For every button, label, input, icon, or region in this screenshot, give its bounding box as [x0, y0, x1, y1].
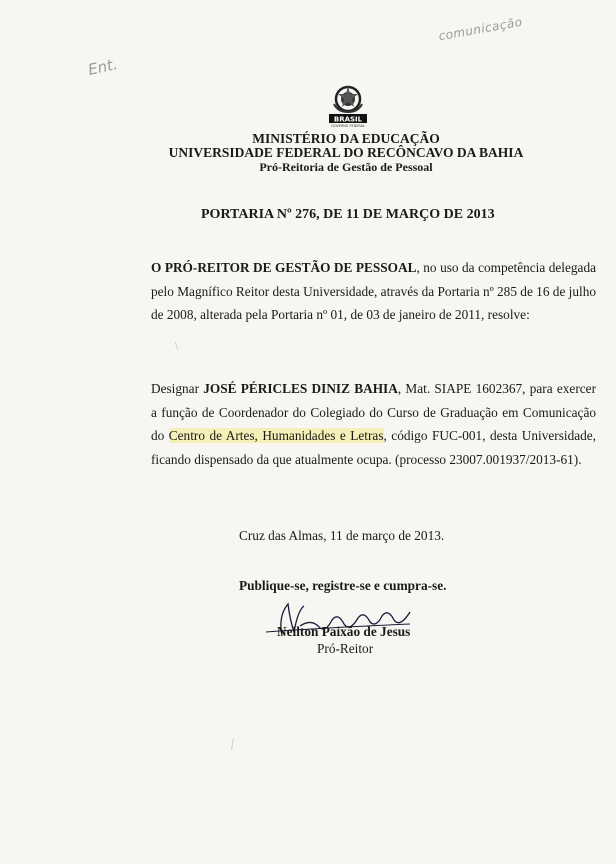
date-line: Cruz das Almas, 11 de março de 2013. [239, 528, 445, 543]
university-heading: UNIVERSIDADE FEDERAL DO RECÔNCAVO DA BAHIA [168, 145, 524, 160]
logo-text: BRASIL [333, 115, 363, 124]
designation-part1: , Mat. SIAPE 1602367, para exercer a função de Coordenador do Colegiado do Curso de Graduação em Comunicação do [151, 381, 596, 443]
ministry-heading: MINISTÉRIO DA EDUCAÇÃO [252, 131, 440, 146]
signer-name: Neilton Paixão de Jesus [277, 624, 411, 639]
paragraph-designation [123, 377, 596, 471]
paragraph-competence [123, 256, 596, 327]
department-heading: Pró-Reitoria de Gestão de Pessoal [259, 160, 433, 174]
logo-subtext: GOVERNO FEDERAL [331, 124, 365, 128]
pro-rector-lead: O PRÓ-REITOR DE GESTÃO DE PESSOAL [151, 260, 417, 275]
designation-part2: , código FUC-001, desta Universidade, ficando dispensado da que atualmente ocupa. (processo 23007.001937/2013-61). [151, 428, 596, 467]
handwritten-note-left: Ent. [86, 55, 120, 79]
paper-speck [175, 342, 179, 350]
paragraph1-body: , no uso da competência delegada pelo Magnífico Reitor desta Universidade, através da Portaria nº 285 de 16 de julho de 2008, alterada pela Portaria nº 01, de 03 de janeiro de 2011, resolve: [151, 260, 597, 322]
signer-role: Pró-Reitor [317, 641, 374, 656]
publish-line: Publique-se, registre-se e cumpra-se. [239, 578, 447, 593]
brasil-coat-of-arms-logo [326, 84, 370, 128]
handwritten-note-right: comunicação [437, 14, 524, 44]
designated-name: JOSÉ PÉRICLES DINIZ BAHIA [203, 381, 398, 396]
document-title: PORTARIA Nº 276, DE 11 DE MARÇO DE 2013 [201, 207, 495, 222]
center-name-highlighted: Centro de Artes, Humanidades e Letras [168, 428, 384, 443]
designation-intro: Designar [151, 381, 204, 396]
paper-speck [231, 738, 234, 750]
